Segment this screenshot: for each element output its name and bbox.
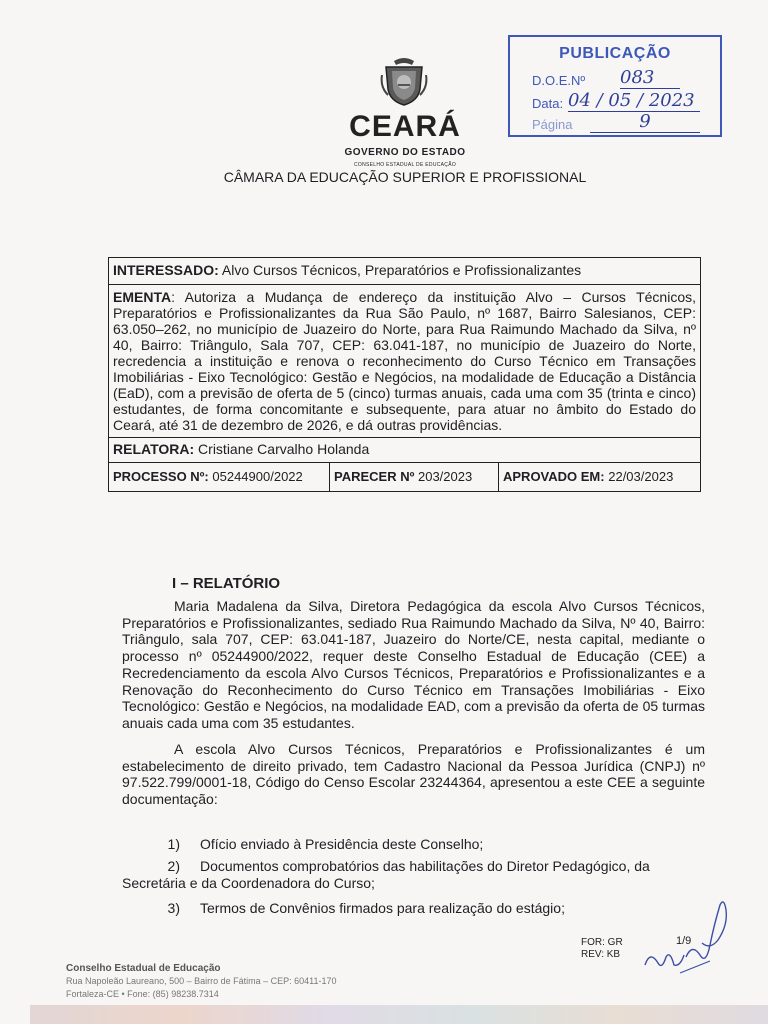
list-item-text: Ofício enviado à Presidência deste Conselho; [200,836,484,852]
interessado-value: Alvo Cursos Técnicos, Preparatórios e Profissionalizantes [221,262,582,278]
section-title: I – RELATÓRIO [172,575,281,592]
publication-stamp [508,35,722,137]
paragraph-1-text: Maria Madalena da Silva, Diretora Pedagógica da escola Alvo Cursos Técnicos, Preparatórios e Profissionalizantes, sediado Rua Raimundo Machado da Silva, Nº 40, Bairro: Triângulo, sala 707, CEP: 63.041-187, Juazeiro do Norte/CE, nesta capital, mediante o processo nº 05244900/2022, requer deste Conselho Estadual de Educação (CEE) a Recredenciamento da escola Alvo Cursos Técnicos, Preparatórios e Profissionalizantes e a Renovação do Reconhecimento do Curso Técnico em Transações Imobiliárias - Eixo Tecnológico: Gestão e Negócios, na modalidade EAD, com a previsão da oferta de 05 turmas anuais cada uma com 35 estudantes. [122,598,705,731]
signature-image [640,895,730,980]
list-item-text: Documentos comprobatórios das habilitações do Diretor Pedagógico, da Secretária e da Coordenadora do Curso; [122,858,650,891]
stamp-doe-value: 083 [620,67,680,89]
brand-title: CEARÁ [349,110,461,143]
paragraph-1 [122,598,705,732]
footer-address-2: Fortaleza-CE • Fone: (85) 98238.7314 [66,989,219,999]
relatora-value: Cristiane Carvalho Holanda [198,441,370,457]
list-item-text: Termos de Convênios firmados para realização do estágio; [200,900,565,916]
paragraph-2-text: A escola Alvo Cursos Técnicos, Preparatórios e Profissionalizantes é um estabelecimento de direito privado, tem Cadastro Nacional da Pessoa Jurídica (CNPJ) nº 97.522.799/0001-18, Código do Censo Escolar 23244364, apresentou a este CEE a seguinte documentação: [122,741,705,808]
page-number: 1/9 [676,935,692,947]
parecer-cell [330,463,499,491]
stamp-page-value: 9 [590,111,700,133]
council-small-label: CONSELHO ESTADUAL DE EDUCAÇÃO [353,162,457,168]
aprovado-value: 22/03/2023 [608,469,674,484]
summary-box [108,257,701,492]
stamp-doe-row [532,67,655,88]
revision-info [581,937,623,961]
paragraph-2 [122,741,705,808]
decorative-strip [30,1005,768,1024]
interessado-row [109,258,700,285]
stamp-page-label: Página [532,117,573,132]
list-item-number: 1) [167,836,180,852]
aprovado-label: APROVADO EM: [503,469,605,484]
list-item [122,836,705,853]
rev-label: REV: KB [581,949,621,960]
stamp-date-row [532,90,695,111]
list-item [122,858,705,892]
stamp-title: PUBLICAÇÃO [559,45,671,62]
relatora-label: RELATORA: [113,441,195,457]
state-crest-icon [380,55,428,107]
parecer-label: PARECER Nº [334,469,415,484]
stamp-date-label: Data: [532,96,564,111]
chamber-title: CÂMARA DA EDUCAÇÃO SUPERIOR E PROFISSIONAL [223,169,587,185]
aprovado-cell [499,463,700,491]
processo-label: PROCESSO Nº: [113,469,209,484]
interessado-label: INTERESSADO: [113,262,219,278]
list-item [122,900,705,917]
government-label: GOVERNO DO ESTADO [344,147,466,158]
stamp-page-row [532,111,651,132]
ementa-row [109,285,700,438]
for-label: FOR: GR [581,937,623,948]
relatora-row [109,438,700,463]
list-item-number: 2) [167,858,180,874]
process-row [109,463,700,491]
stamp-date-value: 04 / 05 / 2023 [568,90,700,112]
processo-value: 05244900/2022 [212,469,303,484]
stamp-doe-label: D.O.E.Nº [532,73,586,88]
processo-cell [109,463,330,491]
parecer-value: 203/2023 [417,469,473,484]
footer-council: Conselho Estadual de Educação [66,963,221,974]
list-item-number: 3) [167,900,180,916]
ementa-text: : Autoriza a Mudança de endereço da instituição Alvo – Cursos Técnicos, Preparatórios e Profissionalizantes da Rua São Paulo, nº 1687, Bairro Salesianos, CEP: 63.050–262, no município de Juazeiro do Norte, para Rua Raimundo Machado da Silva, nº 40, Bairro: Triângulo, Sala 707, CEP: 63.041-187, no município de Juazeiro do Norte, recredencia a instituição e renova o reconhecimento do Curso Técnico em Transações Imobiliárias - Eixo Tecnológico: Gestão e Negócios, na modalidade de Educação a Distância (EaD), com a previsão de oferta de 5 (cinco) turmas anuais, cada uma com 35 (trinta e cinco) estudantes, de forma concomitante e subsequente, para atuar no âmbito do Estado do Ceará, até 31 de dezembro de 2026, e dá outras providências. [113,289,696,433]
footer-address-1: Rua Napoleão Laureano, 500 – Bairro de Fátima – CEP: 60411-170 [66,976,337,986]
ementa-label: EMENTA [113,289,172,305]
